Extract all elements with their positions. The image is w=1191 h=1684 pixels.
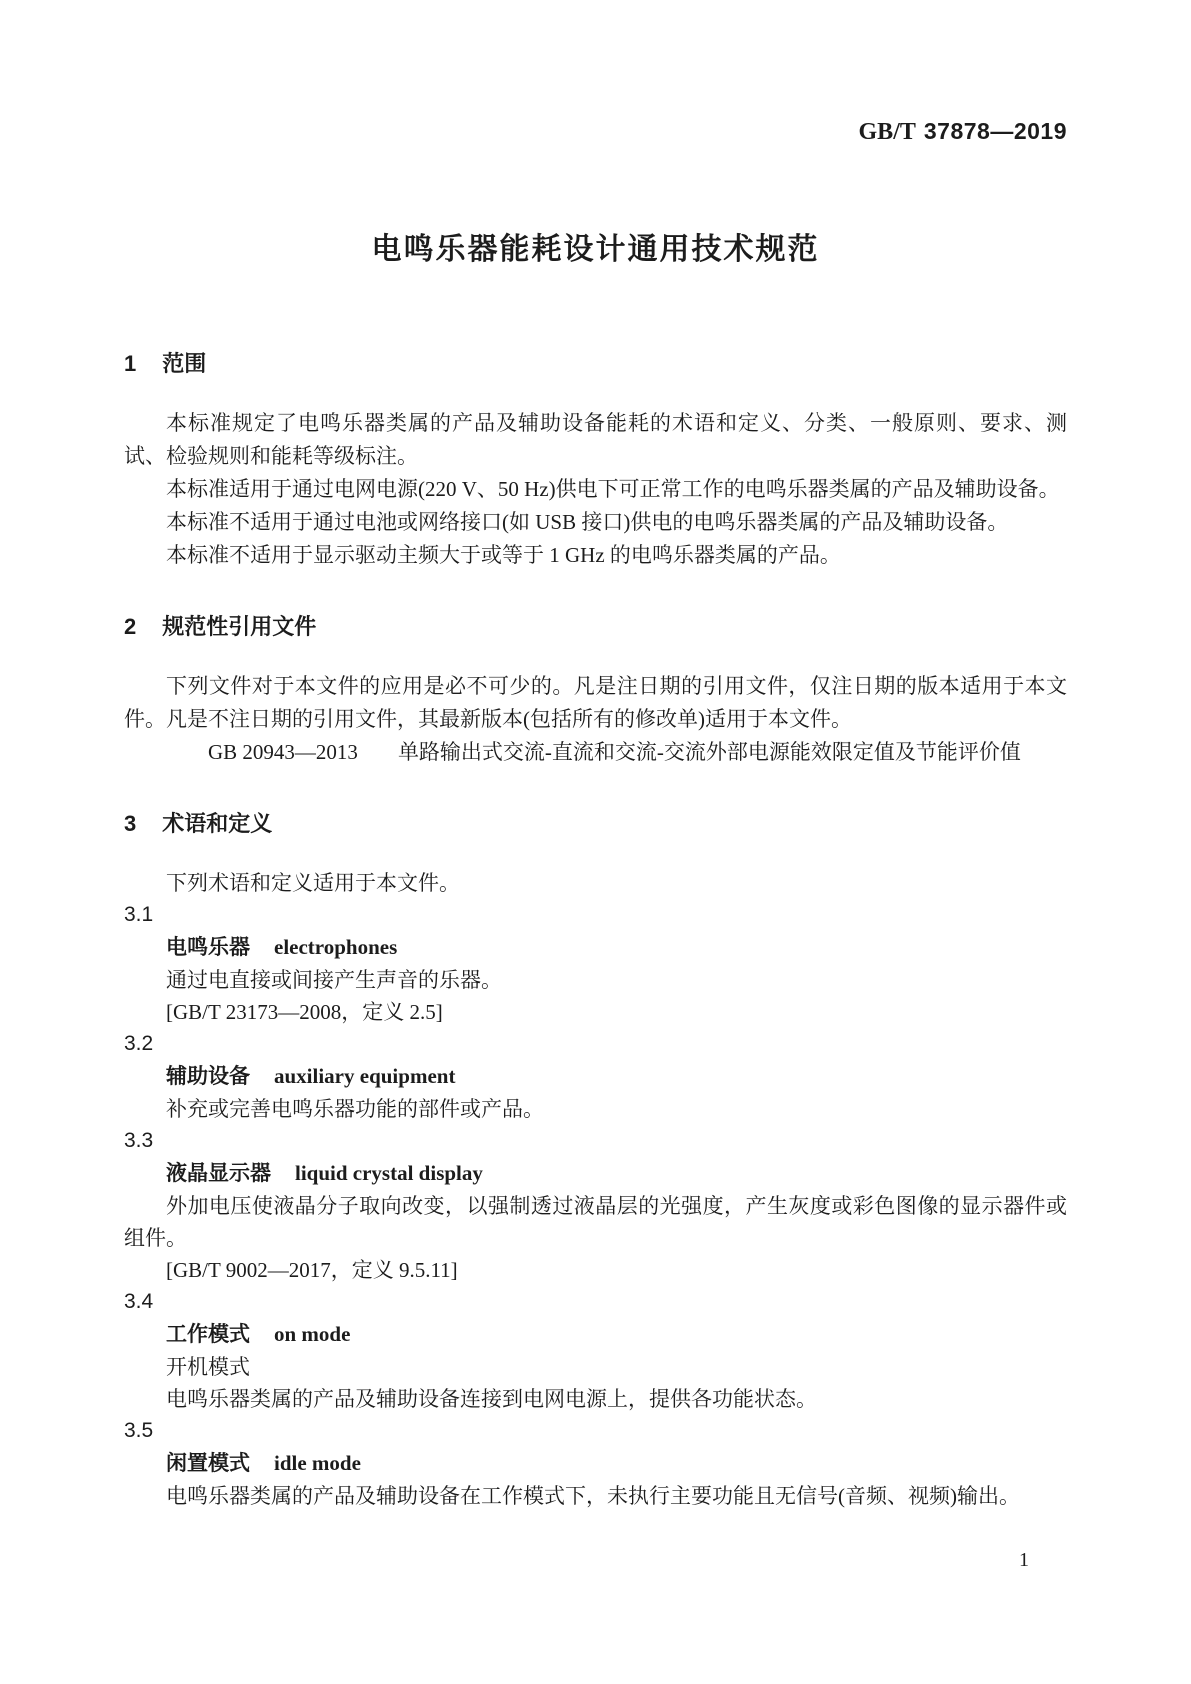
term-name-en: electrophones (274, 935, 398, 959)
section-1-heading (124, 349, 1067, 379)
term-name-row (124, 1157, 1067, 1190)
scope-paragraph: 本标准适用于通过电网电源(220 V、50 Hz)供电下可正常工作的电鸣乐器类属的产品及辅助设备。 (166, 477, 1060, 501)
section-1-heading-label: 范围 (162, 351, 207, 376)
term-name-row (124, 1447, 1067, 1480)
term-definition: 外加电压使液晶分子取向改变，以强制透过液晶层的光强度，产生灰度或彩色图像的显示器件或组件。 (124, 1194, 1067, 1250)
section-terms-definitions (124, 809, 1067, 1512)
term-name-row (124, 931, 1067, 964)
term-name-row (124, 1060, 1067, 1093)
terms-intro: 下列术语和定义适用于本文件。 (166, 871, 460, 895)
term-definition: 通过电直接或间接产生声音的乐器。 (166, 968, 502, 992)
term-name-en: on mode (274, 1322, 351, 1346)
term-entry (124, 1286, 1067, 1415)
term-definition: 电鸣乐器类属的产品及辅助设备在工作模式下，未执行主要功能且无信号(音频、视频)输出。 (166, 1484, 1020, 1508)
reference-code: GB 20943—2013 (208, 740, 358, 764)
term-name-zh: 液晶显示器 (166, 1162, 271, 1185)
term-entry (124, 1028, 1067, 1125)
term-number: 3.1 (124, 903, 154, 926)
section-normative-references (124, 612, 1067, 769)
section-3-heading (124, 809, 1067, 839)
term-number: 3.5 (124, 1419, 154, 1442)
term-definition: 补充或完善电鸣乐器功能的部件或产品。 (166, 1097, 544, 1121)
term-name-en: liquid crystal display (295, 1161, 483, 1185)
term-alt-name: 开机模式 (166, 1355, 250, 1379)
term-entry (124, 1415, 1067, 1512)
reference-title: 单路输出式交流-直流和交流-交流外部电源能效限定值及节能评价值 (397, 740, 1021, 764)
term-entry (124, 1125, 1067, 1286)
term-source: [GB/T 23173—2008，定义 2.5] (166, 1000, 443, 1024)
section-2-heading-label: 规范性引用文件 (162, 614, 317, 639)
doc-number-suffix: 37878—2019 (923, 118, 1067, 144)
term-name-zh: 闲置模式 (166, 1452, 250, 1475)
term-name-zh: 电鸣乐器 (166, 936, 250, 959)
section-1-number: 1 (124, 351, 137, 376)
term-number: 3.3 (124, 1129, 154, 1152)
scope-paragraph: 本标准规定了电鸣乐器类属的产品及辅助设备能耗的术语和定义、分类、一般原则、要求、测试、检验规则和能耗等级标注。 (124, 411, 1067, 468)
doc-title: 电鸣乐器能耗设计通用技术规范 (371, 233, 820, 266)
scope-paragraph: 本标准不适用于显示驱动主频大于或等于 1 GHz 的电鸣乐器类属的产品。 (166, 543, 841, 567)
term-name-zh: 辅助设备 (166, 1065, 250, 1088)
term-name-zh: 工作模式 (166, 1323, 250, 1346)
scope-paragraph: 本标准不适用于通过电池或网络接口(如 USB 接口)供电的电鸣乐器类属的产品及辅助设备。 (166, 510, 1009, 534)
section-scope (124, 349, 1067, 572)
term-number: 3.2 (124, 1032, 154, 1055)
section-2-number: 2 (124, 614, 137, 639)
doc-number-prefix: GB/T (858, 119, 916, 145)
section-3-number: 3 (124, 811, 137, 836)
reference-entry (124, 736, 1067, 769)
term-definition: 电鸣乐器类属的产品及辅助设备连接到电网电源上，提供各功能状态。 (166, 1387, 817, 1411)
section-2-heading (124, 612, 1067, 642)
references-paragraph: 下列文件对于本文件的应用是必不可少的。凡是注日期的引用文件，仅注日期的版本适用于本文件。凡是不注日期的引用文件，其最新版本(包括所有的修改单)适用于本文件。 (124, 674, 1067, 731)
term-entry (124, 899, 1067, 1028)
term-source: [GB/T 9002—2017，定义 9.5.11] (166, 1258, 458, 1282)
section-3-heading-label: 术语和定义 (162, 811, 273, 836)
term-name-en: idle mode (274, 1451, 361, 1475)
term-name-row (124, 1318, 1067, 1351)
doc-header (124, 116, 1067, 147)
term-name-en: auxiliary equipment (274, 1064, 456, 1088)
page-number: 1 (1019, 1549, 1029, 1571)
term-number: 3.4 (124, 1290, 154, 1313)
